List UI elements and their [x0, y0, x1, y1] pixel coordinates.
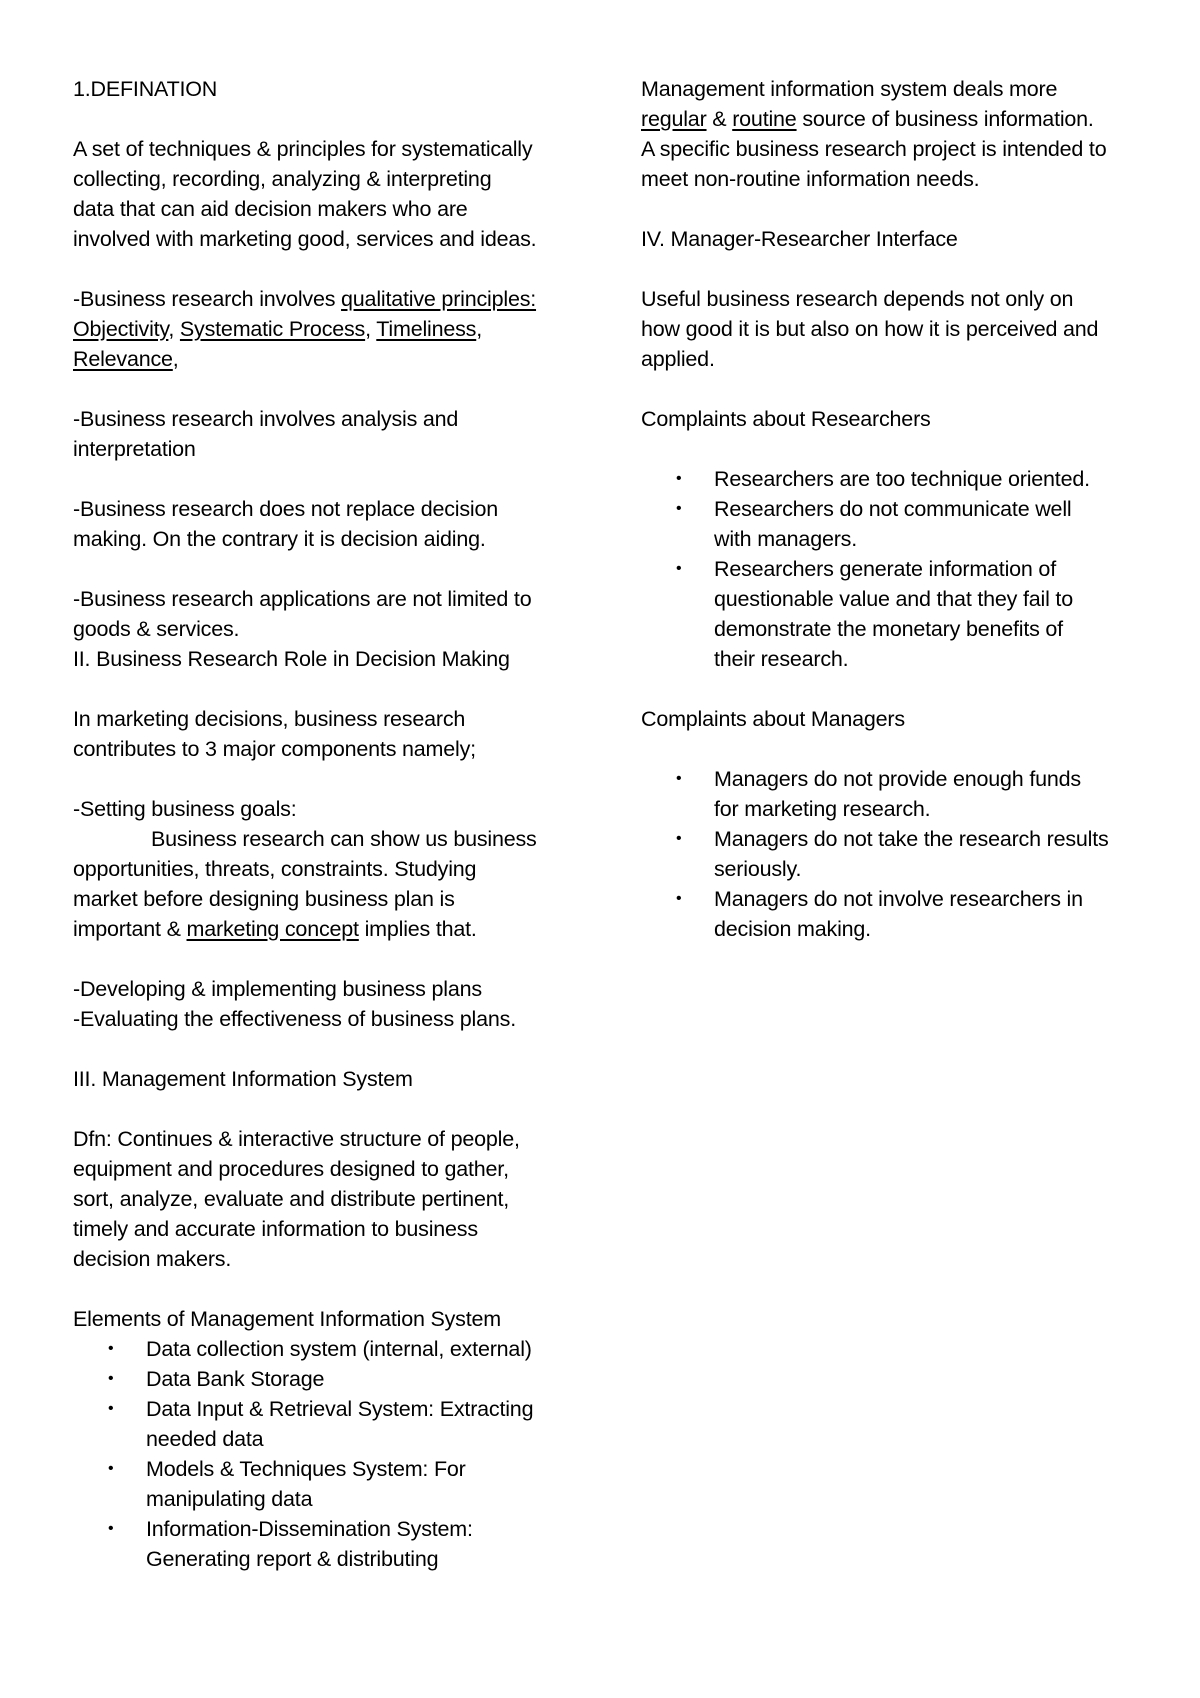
list-item-text: Managers do not provide enough funds [714, 767, 1081, 791]
list-item [73, 1364, 593, 1394]
list-item-text: Data collection system (internal, external) [146, 1337, 532, 1361]
underlined-term: routine [732, 107, 797, 131]
list-item-text: Managers do not take the research results [714, 827, 1109, 851]
text-run: implies that. [358, 917, 477, 941]
components-line: In marketing decisions, business research [73, 707, 466, 731]
section-heading-definition: 1.DEFINATION [73, 77, 218, 101]
right-column [641, 74, 1141, 944]
qualitative-principles-line [73, 284, 593, 314]
text-run: source of business information. [796, 107, 1094, 131]
principles-list-line [73, 344, 593, 374]
list-item-text: Information-Dissemination System: [146, 1517, 473, 1541]
bullet-icon: • [108, 1520, 114, 1537]
list-item [73, 1334, 593, 1364]
bullet-icon: • [108, 1340, 114, 1357]
list-item [73, 1454, 593, 1514]
underlined-term: Relevance [73, 347, 173, 371]
bullet-icon: • [108, 1460, 114, 1477]
list-item-text: Researchers generate information of [714, 557, 1056, 581]
list-item-text: for marketing research. [714, 797, 931, 821]
bullet-icon: • [676, 470, 682, 487]
elements-list [73, 1334, 593, 1574]
underlined-term: marketing concept [186, 917, 359, 941]
list-item [641, 764, 1141, 824]
components-line: contributes to 3 major components namely; [73, 737, 476, 761]
text-run: -Business research involves [73, 287, 342, 311]
list-item-text: seriously. [714, 857, 802, 881]
definition-line: A set of techniques & principles for systematically [73, 137, 533, 161]
list-item-text: needed data [146, 1427, 264, 1451]
underlined-term: Systematic Process [179, 317, 366, 341]
list-item-text: with managers. [714, 527, 857, 551]
text-run: , [365, 317, 377, 341]
useful-line: applied. [641, 347, 715, 371]
dfn-line: equipment and procedures designed to gather, [73, 1157, 509, 1181]
mis-line: Management information system deals more [641, 77, 1058, 101]
underlined-term: qualitative principles: [341, 287, 537, 311]
replace-line: making. On the contrary it is decision aiding. [73, 527, 486, 551]
list-item-text: questionable value and that they fail to [714, 587, 1073, 611]
list-item-text: decision making. [714, 917, 871, 941]
underlined-term: regular [641, 107, 707, 131]
researchers-heading: Complaints about Researchers [641, 407, 931, 431]
definition-line: involved with marketing good, services and ideas. [73, 227, 537, 251]
list-item [641, 464, 1141, 494]
elements-heading: Elements of Management Information System [73, 1307, 501, 1331]
definition-line: collecting, recording, analyzing & interpreting [73, 167, 492, 191]
mis-line [641, 104, 1141, 134]
researchers-complaints-list [641, 464, 1141, 674]
goals-line: market before designing business plan is [73, 887, 455, 911]
goals-label: -Setting business goals: [73, 797, 297, 821]
text-run: , [476, 317, 483, 341]
text-run: , [168, 317, 180, 341]
mis-line: meet non-routine information needs. [641, 167, 980, 191]
bullet-icon: • [676, 890, 682, 907]
bullet-icon: • [108, 1400, 114, 1417]
list-item [641, 884, 1141, 944]
dfn-line: decision makers. [73, 1247, 232, 1271]
text-run: , [172, 347, 179, 371]
list-item-text: Generating report & distributing [146, 1547, 439, 1571]
text-run: Business research can show us business [151, 827, 537, 851]
bullet-icon: • [676, 770, 682, 787]
managers-complaints-list [641, 764, 1141, 944]
managers-heading: Complaints about Managers [641, 707, 905, 731]
goals-line [73, 824, 593, 854]
list-item [641, 824, 1141, 884]
list-item-text: their research. [714, 647, 849, 671]
bullet-icon: • [676, 830, 682, 847]
analysis-line: interpretation [73, 437, 196, 461]
list-item-text: Researchers do not communicate well [714, 497, 1072, 521]
section-heading-interface: IV. Manager-Researcher Interface [641, 227, 958, 251]
list-item [641, 554, 1141, 674]
replace-line: -Business research does not replace decision [73, 497, 499, 521]
underlined-term: Timeliness [376, 317, 477, 341]
text-run: important & [73, 917, 187, 941]
applications-line: goods & services. [73, 617, 240, 641]
definition-line: data that can aid decision makers who are [73, 197, 468, 221]
list-item-text: Data Input & Retrieval System: Extracting [146, 1397, 534, 1421]
list-item-text: Data Bank Storage [146, 1367, 325, 1391]
dfn-line: sort, analyze, evaluate and distribute pertinent, [73, 1187, 509, 1211]
useful-line: how good it is but also on how it is perceived and [641, 317, 1099, 341]
section-heading-role: II. Business Research Role in Decision Making [73, 647, 510, 671]
plans-line: -Evaluating the effectiveness of business plans. [73, 1007, 516, 1031]
principles-list-line [73, 314, 593, 344]
dfn-line: Dfn: Continues & interactive structure of people, [73, 1127, 520, 1151]
list-item-text: Researchers are too technique oriented. [714, 467, 1090, 491]
list-item-text: manipulating data [146, 1487, 313, 1511]
plans-line: -Developing & implementing business plans [73, 977, 482, 1001]
applications-line: -Business research applications are not limited to [73, 587, 532, 611]
section-heading-mis: III. Management Information System [73, 1067, 413, 1091]
list-item [73, 1394, 593, 1454]
bullet-icon: • [676, 500, 682, 517]
useful-line: Useful business research depends not only on [641, 287, 1074, 311]
underlined-term: Objectivity [73, 317, 169, 341]
list-item [73, 1514, 593, 1574]
goals-line [73, 914, 593, 944]
bullet-icon: • [676, 560, 682, 577]
dfn-line: timely and accurate information to business [73, 1217, 478, 1241]
left-column [73, 74, 593, 1574]
analysis-line: -Business research involves analysis and [73, 407, 459, 431]
text-run: & [706, 107, 733, 131]
mis-line: A specific business research project is intended to [641, 137, 1107, 161]
list-item-text: Managers do not involve researchers in [714, 887, 1083, 911]
list-item-text: Models & Techniques System: For [146, 1457, 466, 1481]
bullet-icon: • [108, 1370, 114, 1387]
list-item [641, 494, 1141, 554]
list-item-text: demonstrate the monetary benefits of [714, 617, 1063, 641]
goals-line: opportunities, threats, constraints. Studying [73, 857, 477, 881]
